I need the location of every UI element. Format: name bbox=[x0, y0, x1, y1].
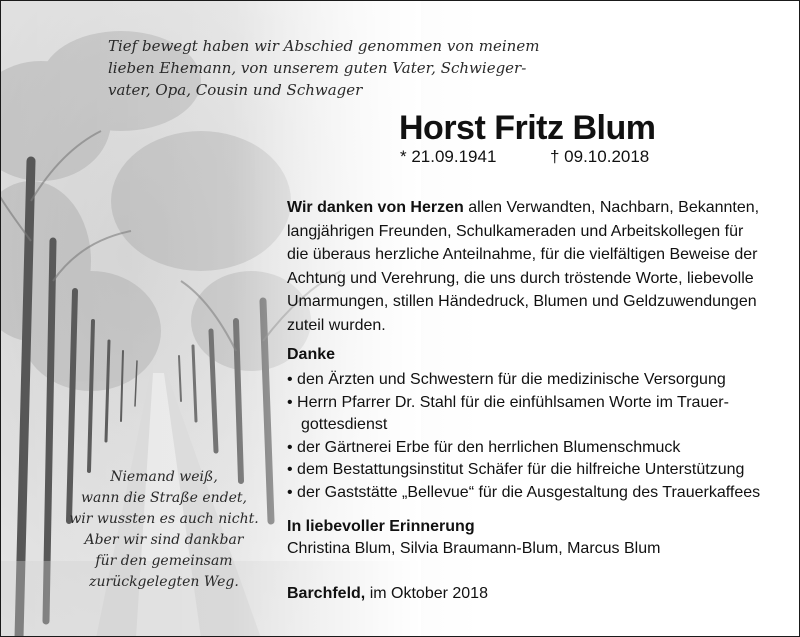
mourner-names: Christina Blum, Silvia Braumann-Blum, Marcus Blum bbox=[287, 540, 661, 557]
danke-heading: Danke bbox=[287, 346, 336, 363]
poem-line: Niemand weiß, bbox=[110, 469, 218, 485]
danke-item: • dem Bestattungsinstitut Schäfer für die hilfreiche Unterstützung bbox=[287, 461, 745, 478]
death-date: † 09.10.2018 bbox=[550, 147, 650, 166]
intro-line: lieben Ehemann, von unserem guten Vater, Schwieger- bbox=[108, 59, 527, 77]
birth-date: * 21.09.1941 bbox=[400, 147, 497, 166]
poem-line: wir wussten es auch nicht. bbox=[69, 511, 259, 527]
danke-item-continuation: gottesdienst bbox=[301, 416, 388, 433]
danke-item: • Herrn Pfarrer Dr. Stahl für die einfühlsamen Worte im Trauer- bbox=[287, 393, 729, 411]
deceased-name: Horst Fritz Blum bbox=[399, 109, 656, 147]
thanks-line bbox=[287, 196, 787, 220]
intro-line: Tief bewegt haben wir Abschied genommen von meinem bbox=[108, 37, 540, 55]
intro-text bbox=[108, 35, 540, 101]
thanks-line: zuteil wurden. bbox=[287, 316, 386, 334]
thanks-paragraph bbox=[287, 196, 787, 337]
poem-line: zurückgelegten Weg. bbox=[89, 574, 239, 590]
danke-list bbox=[287, 369, 787, 504]
danke-item: • den Ärzten und Schwestern für die medizinische Versorgung bbox=[287, 371, 726, 388]
danke-item: • der Gärtnerei Erbe für den herrlichen Blumenschmuck bbox=[287, 438, 681, 456]
intro-line: vater, Opa, Cousin und Schwager bbox=[108, 81, 363, 99]
danke-item: • der Gaststätte „Bellevue“ für die Ausgestaltung des Trauerkaffees bbox=[287, 483, 761, 501]
thanks-line: langjährigen Freunden, Schulkameraden und Arbeitskollegen für bbox=[287, 222, 744, 240]
memory-heading: In liebevoller Erinnerung bbox=[287, 518, 475, 535]
poem-line: wann die Straße endet, bbox=[81, 490, 247, 506]
thanks-lead: Wir danken von Herzen bbox=[287, 199, 464, 216]
poem-text bbox=[59, 467, 269, 593]
thanks-first-rest: allen Verwandten, Nachbarn, Bekannten, bbox=[463, 199, 760, 216]
thanks-line: Achtung und Verehrung, die uns durch tröstende Worte, liebevolle bbox=[287, 269, 754, 287]
place-month: im Oktober 2018 bbox=[365, 585, 488, 602]
place-city: Barchfeld, bbox=[287, 585, 366, 602]
thanks-line: die überaus herzliche Anteilnahme, für die vielfältigen Beweise der bbox=[287, 246, 758, 263]
poem-line: Aber wir sind dankbar bbox=[84, 532, 244, 548]
place-date bbox=[287, 585, 488, 603]
thanks-line: Umarmungen, stillen Händedruck, Blumen und Geldzuwendungen bbox=[287, 293, 757, 310]
poem-line: für den gemeinsam bbox=[95, 553, 233, 569]
